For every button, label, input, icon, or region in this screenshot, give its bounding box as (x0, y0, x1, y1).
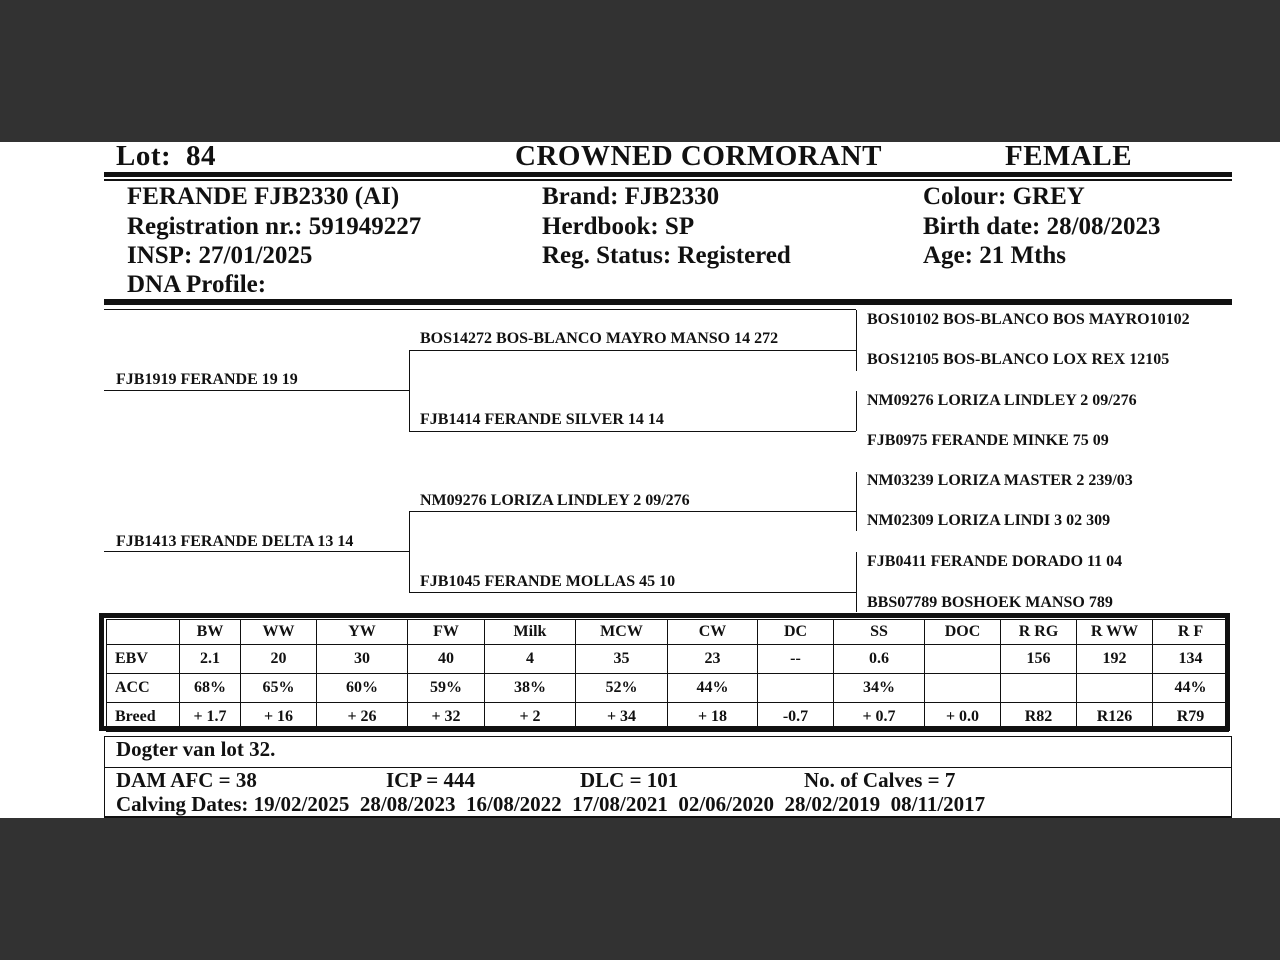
herdbook: Herdbook: SP (542, 213, 695, 240)
dam-line (104, 551, 409, 552)
ebv-cell: 23 (668, 645, 758, 674)
acc-row-label: ACC (107, 674, 180, 703)
ebv-cell: 35 (576, 645, 668, 674)
acc-cell: 68% (180, 674, 241, 703)
breed-row-label: Breed (107, 703, 180, 732)
ebv-header-cell: CW (668, 620, 758, 645)
ebv-header-cell: MCW (576, 620, 668, 645)
dam-dam-line (409, 592, 856, 593)
info-rule-thick (104, 299, 1232, 305)
ebv-header-cell: R RG (1001, 620, 1077, 645)
ebv-cell: 0.6 (834, 645, 925, 674)
ggp-2: BOS12105 BOS-BLANCO LOX REX 12105 (867, 351, 1170, 368)
breed-cell: + 1.7 (180, 703, 241, 732)
birth-date: Birth date: 28/08/2023 (923, 213, 1161, 240)
notes-rule-left (104, 736, 105, 817)
ggp-bracket-3 (856, 472, 857, 531)
ebv-header-row (107, 620, 1229, 645)
sire-sire-line (409, 350, 856, 351)
acc-cell: 52% (576, 674, 668, 703)
acc-cell (1077, 674, 1153, 703)
ggp-bracket-4 (856, 552, 857, 612)
ggp-3: NM09276 LORIZA LINDLEY 2 09/276 (867, 392, 1137, 409)
acc-cell (925, 674, 1001, 703)
dam-dam-name: FJB1045 FERANDE MOLLAS 45 10 (420, 573, 676, 590)
number-of-calves: No. of Calves = 7 (804, 768, 956, 792)
acc-cell: 44% (668, 674, 758, 703)
acc-cell: 59% (408, 674, 485, 703)
sire-dam-line (409, 431, 856, 432)
ebv-header-cell: R WW (1077, 620, 1153, 645)
breed-cell: + 32 (408, 703, 485, 732)
header-rule-thin (104, 179, 1232, 181)
breed-cell: + 34 (576, 703, 668, 732)
ebv-cell: 2.1 (180, 645, 241, 674)
breed-cell: + 18 (668, 703, 758, 732)
acc-cell (758, 674, 834, 703)
breed-cell: + 16 (241, 703, 317, 732)
ggp-6: NM02309 LORIZA LINDI 3 02 309 (867, 512, 1111, 529)
breed-cell: + 0.0 (925, 703, 1001, 732)
age: Age: 21 Mths (923, 242, 1067, 269)
colour: Colour: GREY (923, 183, 1085, 210)
ggp-1: BOS10102 BOS-BLANCO BOS MAYRO10102 (867, 311, 1190, 328)
ebv-cell: 134 (1153, 645, 1229, 674)
breed-cell: R126 (1077, 703, 1153, 732)
ebv-cell: 4 (485, 645, 576, 674)
sire-bracket (409, 350, 410, 431)
acc-row (107, 674, 1229, 703)
acc-cell: 34% (834, 674, 925, 703)
dam-name: FJB1413 FERANDE DELTA 13 14 (116, 533, 354, 550)
sire-name: FJB1919 FERANDE 19 19 (116, 371, 298, 388)
ebv-cell: 30 (317, 645, 408, 674)
notes-rule-right (1231, 736, 1232, 817)
ebv-header-cell: WW (241, 620, 317, 645)
ebv-cell: 40 (408, 645, 485, 674)
animal-id: FERANDE FJB2330 (AI) (127, 183, 400, 210)
breed-cell: + 26 (317, 703, 408, 732)
animal-sex: FEMALE (1005, 142, 1133, 172)
ebv-header-cell: Milk (485, 620, 576, 645)
ebv-header-cell (107, 620, 180, 645)
remark: Dogter van lot 32. (116, 737, 276, 761)
ebv-header-cell: DOC (925, 620, 1001, 645)
ebv-row-label: EBV (107, 645, 180, 674)
ggp-8: BBS07789 BOSHOEK MANSO 789 (867, 594, 1113, 611)
lot-label: Lot: (116, 142, 172, 172)
ebv-cell: 20 (241, 645, 317, 674)
brand: Brand: FJB2330 (542, 183, 720, 210)
ebv-header-cell: R F (1153, 620, 1229, 645)
ebv-cell: 156 (1001, 645, 1077, 674)
acc-cell: 44% (1153, 674, 1229, 703)
registration-number: Registration nr.: 591949227 (127, 213, 422, 240)
breed-cell: + 2 (485, 703, 576, 732)
ggp-5: NM03239 LORIZA MASTER 2 239/03 (867, 472, 1133, 489)
ggp-bracket-2 (856, 391, 857, 431)
inspection-date: INSP: 27/01/2025 (127, 242, 313, 269)
info-rule-thin (104, 309, 856, 310)
lot-number: 84 (186, 142, 216, 172)
ggp-bracket-1 (856, 310, 857, 371)
sire-dam-name: FJB1414 FERANDE SILVER 14 14 (420, 411, 664, 428)
acc-cell: 60% (317, 674, 408, 703)
animal-name: CROWNED CORMORANT (515, 142, 882, 172)
dam-sire-line (409, 511, 856, 512)
calving-dates: Calving Dates: 19/02/2025 28/08/2023 16/08/2022 17/08/2021 02/06/2020 28/02/2019 08/11/2017 (116, 792, 986, 816)
breed-cell: -0.7 (758, 703, 834, 732)
ebv-cell: -- (758, 645, 834, 674)
dam-afc: DAM AFC = 38 (116, 768, 257, 792)
breed-row (107, 703, 1229, 732)
ggp-4: FJB0975 FERANDE MINKE 75 09 (867, 432, 1109, 449)
dam-sire-name: NM09276 LORIZA LINDLEY 2 09/276 (420, 492, 690, 509)
acc-cell: 65% (241, 674, 317, 703)
registration-status: Reg. Status: Registered (542, 242, 791, 269)
ebv-row (107, 645, 1229, 674)
ebv-cell: 192 (1077, 645, 1153, 674)
breed-cell: R82 (1001, 703, 1077, 732)
dam-bracket (409, 511, 410, 593)
lot-catalogue-page (0, 142, 1280, 818)
ebv-header-cell: YW (317, 620, 408, 645)
breed-cell: R79 (1153, 703, 1229, 732)
ebv-header-cell: SS (834, 620, 925, 645)
notes-rule-bottom (104, 816, 1232, 818)
ebv-header-cell: BW (180, 620, 241, 645)
icp: ICP = 444 (386, 768, 475, 792)
header-rule-thick (104, 172, 1232, 177)
ebv-table (106, 619, 1229, 732)
dlc: DLC = 101 (580, 768, 679, 792)
sire-sire-name: BOS14272 BOS-BLANCO MAYRO MANSO 14 272 (420, 330, 779, 347)
ggp-7: FJB0411 FERANDE DORADO 11 04 (867, 553, 1123, 570)
acc-cell: 38% (485, 674, 576, 703)
ebv-cell (925, 645, 1001, 674)
dna-profile: DNA Profile: (127, 271, 267, 298)
breed-cell: + 0.7 (834, 703, 925, 732)
sire-line (104, 390, 409, 391)
acc-cell (1001, 674, 1077, 703)
ebv-header-cell: FW (408, 620, 485, 645)
ebv-header-cell: DC (758, 620, 834, 645)
